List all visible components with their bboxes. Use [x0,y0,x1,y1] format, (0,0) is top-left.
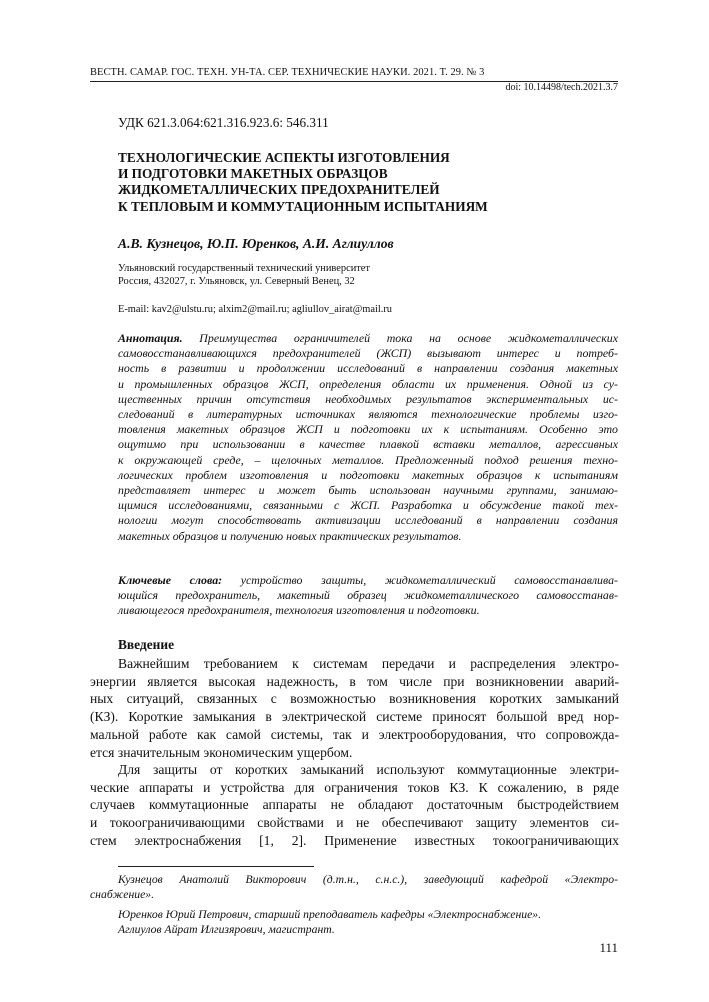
abstract [118,331,618,544]
body-line: энергии является высокая надежность, в том числе при возникновении аварий- [90,673,619,689]
footnote-divider [118,866,314,867]
body-line: (КЗ). Короткие замыкания в электрической системе приносят большой вред нор- [90,709,619,725]
affiliation [118,263,370,288]
body-line: мальной работе как самой системы, так и электрооборудования, что сопровожда- [90,726,619,742]
body-line: Для защиты от коротких замыканий используют коммутационные электри- [118,762,619,777]
intro-paragraph-1 [90,655,619,761]
doi-label: doi: 10.14498/tech.2021.3.7 [505,82,618,93]
abstract-line [118,331,618,346]
footnote-line: Кузнецов Анатолий Викторович (д.т.н., с.н.с.), заведующий кафедрой «Электро- [118,873,618,886]
keywords [118,573,618,619]
abstract-line: следований в литературных источниках являются технологические проблемы изго- [118,407,618,422]
body-line: ется значительным экономическим ущербом. [90,744,353,760]
keywords-line: ющийся предохранитель, макетный образец жидкометаллического самовосстанав- [118,588,618,603]
abstract-line: и промышленных образцов ЖСП, определения области их применения. Одной из су- [118,376,618,391]
keywords-line [118,573,618,588]
running-head: ВЕСТН. САМАР. ГОС. ТЕХН. УН-ТА. СЕР. ТЕХНИЧЕСКИЕ НАУКИ. 2021. Т. 29. № 3 [90,67,485,78]
affiliation-line: Россия, 432027, г. Ульяновск, ул. Северный Венец, 32 [118,275,355,287]
abstract-line: ность в развитии и продолжении исследований в направлении создания макетных [118,361,618,376]
abstract-label: Аннотация. [118,331,183,345]
abstract-line: логических проблем изготовления и подготовки макетных образцов к испытаниям [118,467,618,482]
intro-paragraph-2 [90,761,619,850]
abstract-line: макетных образцов и получению новых практических результатов. [118,528,462,543]
abstract-line: ощутимо при использовании в качестве плавкой вставки металлов, агрессивных [118,437,618,452]
abstract-text: Преимущества ограничителей тока на основе жидкометаллических [199,331,618,345]
footnotes [90,872,618,938]
footnote-line: Юренков Юрий Петрович, старший преподаватель кафедры «Электроснабжение». [118,907,542,921]
body-line: ческие аппараты и устройства для ограничения токов КЗ. К сожалению, в ряде [90,779,619,795]
body-line: ных ситуаций, связанных с возможностью возникновения коротких замыканий [90,691,619,707]
abstract-line: товления макетных образцов ЖСП и подготовки их к испытаниям. Особенно это [118,422,618,437]
title-line: ТЕХНОЛОГИЧЕСКИЕ АСПЕКТЫ ИЗГОТОВЛЕНИЯ [118,150,450,165]
section-heading: Введение [118,637,175,652]
article-title [118,150,588,215]
email-line: E-mail: kav2@ulstu.ru; alxim2@mail.ru; agliullov_airat@mail.ru [118,304,392,315]
body-line: стем электроснабжения [1, 2]. Применение известных токоограничивающих [90,832,619,848]
abstract-line: щественных причин отсутствия необходимых результатов экспериментальных ис- [118,391,618,406]
abstract-line: представляет интерес и может быть использован научными группами, занимаю- [118,483,618,498]
keywords-label: Ключевые слова: [118,573,223,587]
body-line: случаев коммутационные аппараты не обладают достаточным быстродействием [90,797,619,813]
keywords-text: устройство защиты, жидкометаллический самовосстанавлива- [240,573,618,587]
udk-code: УДК 621.3.064:621.316.923.6: 546.311 [118,115,329,130]
abstract-line: самовосстанавливающихся предохранителей (ЖСП) вызывают интерес и потреб- [118,346,618,361]
title-line: К ТЕПЛОВЫМ И КОММУТАЦИОННЫМ ИСПЫТАНИЯМ [118,198,488,214]
abstract-line: к окружающей среде, – щелочных металлов. Предложенный подход решения техно- [118,452,618,467]
title-line: ЖИДКОМЕТАЛЛИЧЕСКИХ ПРЕДОХРАНИТЕЛЕЙ [118,182,440,198]
abstract-line: нологии могут способствовать активизации исследований в направлении создания [118,513,618,528]
page-number: 111 [599,940,618,955]
abstract-line: щимися исследованиями, связанными с ЖСП. Разработка и обсуждение такой тех- [118,498,618,513]
affiliation-line: Ульяновский государственный технический университет [118,263,370,274]
authors: А.В. Кузнецов, Ю.П. Юренков, А.И. Аглиуллов [118,236,394,251]
keywords-line: ливающегося предохранителя, технология изготовления и подготовки. [118,603,480,618]
body-line: и токоограничивающими свойствами и не обеспечивают защиту элементов си- [90,815,619,831]
body-line: Важнейшим требованием к системам передачи и распределения электро- [118,656,619,671]
title-line: И ПОДГОТОВКИ МАКЕТНЫХ ОБРАЗЦОВ [118,166,388,182]
footnote-line: Аглиулов Айрат Илгизярович, магистрант. [118,923,335,937]
footnote-line: снабжение». [90,888,155,902]
